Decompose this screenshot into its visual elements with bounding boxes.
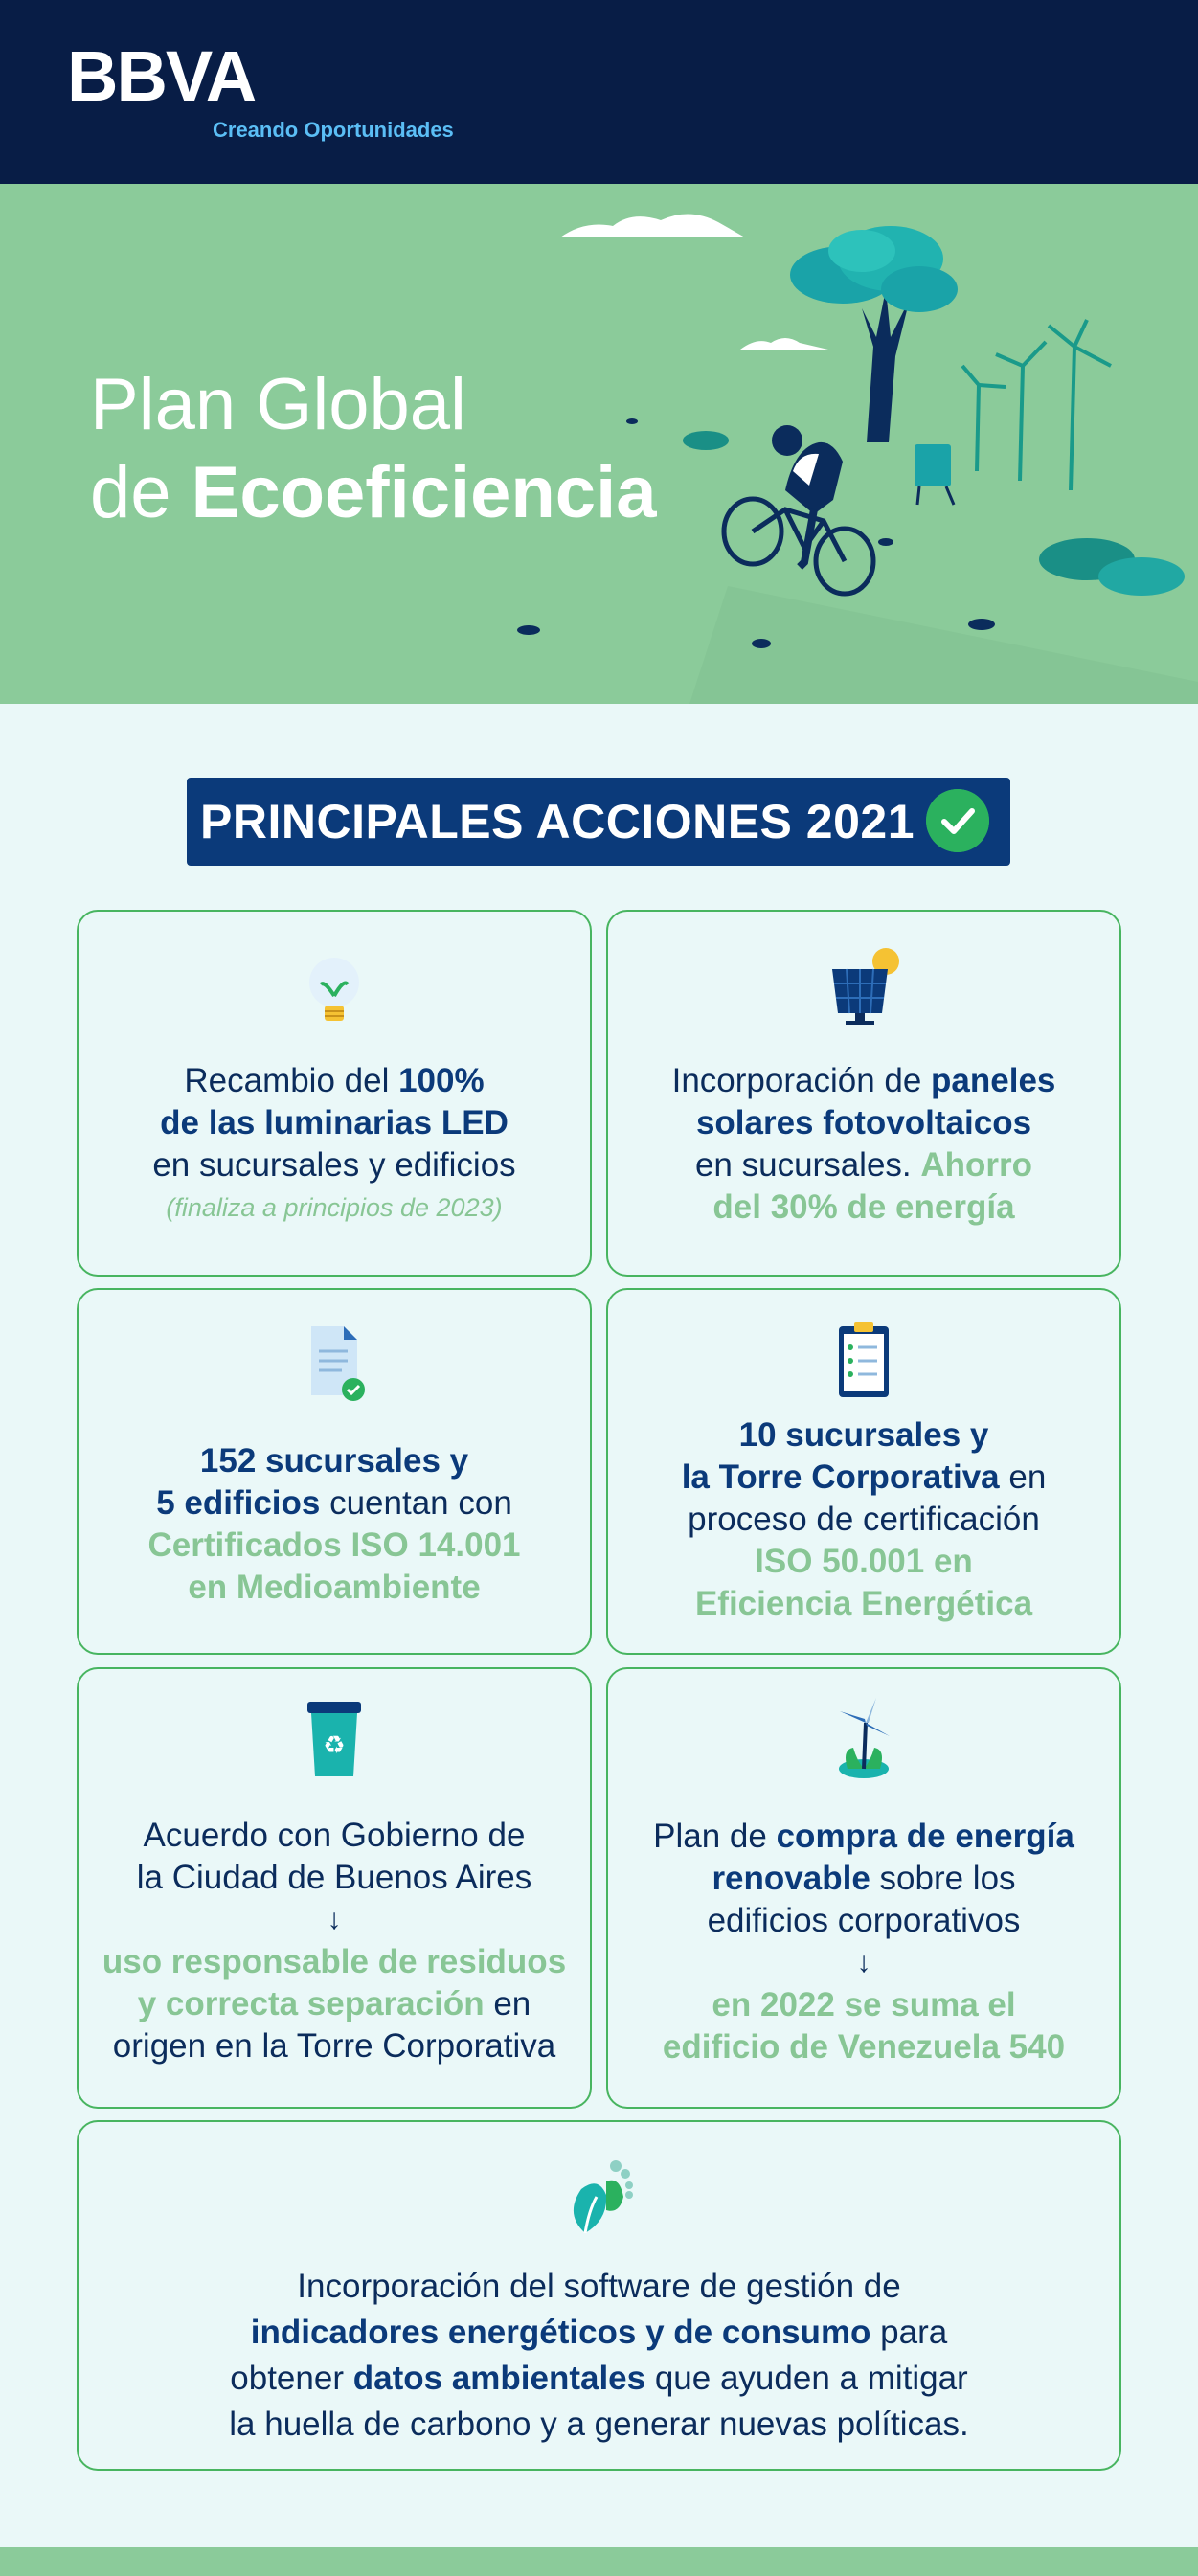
solar-panel-icon <box>821 940 907 1027</box>
c7-t3: obtener <box>230 2360 353 2397</box>
c1-t2: en sucursales y edificios <box>152 1146 516 1184</box>
card-led-text <box>79 1060 590 1229</box>
arrow-down-icon: ↓ <box>327 1904 342 1935</box>
c5-t4: origen en la Torre Corporativa <box>112 2027 556 2065</box>
c7-t5: la huella de carbono y a generar nuevas políticas. <box>229 2406 969 2443</box>
card-iso14001-text <box>79 1440 590 1609</box>
card-led-lighting <box>77 910 592 1277</box>
hero-section <box>0 184 1198 704</box>
header <box>0 0 1198 184</box>
footprint-leaf-icon <box>556 2147 643 2243</box>
c3-t1: cuentan con <box>320 1484 512 1522</box>
hero-title-line2 <box>90 449 656 537</box>
c7-t2: para <box>870 2314 948 2351</box>
hero-title-prefix: de <box>90 452 192 533</box>
hero-title-bold: Ecoeficiencia <box>191 452 657 533</box>
card-iso50001-text <box>608 1414 1119 1625</box>
card-solar-panels <box>606 910 1121 1277</box>
c2-t2: en sucursales. <box>694 1146 921 1184</box>
c6-b2: renovable <box>712 1860 870 1897</box>
c3-g1: Certificados ISO 14.001 <box>147 1526 521 1564</box>
c1-t1: Recambio del <box>184 1062 399 1099</box>
c7-t1: Incorporación del software de gestión de <box>297 2268 901 2305</box>
c2-t1: Incorporación de <box>671 1062 932 1099</box>
wind-turbine-icon <box>821 1694 907 1780</box>
c6-t1: Plan de <box>653 1818 777 1855</box>
certificate-document-icon <box>296 1319 373 1405</box>
c2-g1: Ahorro <box>920 1146 1033 1184</box>
c5-t3: en <box>484 1985 531 2022</box>
card-renewable-text <box>608 1816 1119 2068</box>
c4-b2: la Torre Corporativa <box>681 1458 1000 1496</box>
c7-b2: datos ambientales <box>352 2360 646 2397</box>
arrow-down-icon: ↓ <box>856 1947 871 1978</box>
svg-text:♻: ♻ <box>323 1731 346 1760</box>
c1-b2: de las luminarias LED <box>160 1104 509 1141</box>
c2-g2: del 30% de energía <box>712 1188 1015 1226</box>
card-iso-14001 <box>77 1288 592 1655</box>
c3-b1: 152 sucursales y <box>199 1442 469 1480</box>
card-waste-text <box>79 1815 590 2068</box>
recycle-bin-icon <box>296 1696 373 1782</box>
c6-t2: sobre los <box>870 1860 1016 1897</box>
c6-g2: edificio de Venezuela 540 <box>662 2028 1066 2066</box>
c4-g2: Eficiencia Energética <box>694 1585 1033 1622</box>
c1-note: (finaliza a principios de 2023) <box>166 1193 503 1222</box>
c7-b1: indicadores energéticos y de consumo <box>250 2314 871 2351</box>
banner-title: PRINCIPALES ACCIONES 2021 <box>200 795 915 848</box>
c5-t2: la Ciudad de Buenos Aires <box>136 1859 532 1896</box>
tagline: Creando Oportunidades <box>213 118 454 142</box>
c4-b1: 10 sucursales y <box>738 1416 989 1454</box>
card-waste-agreement <box>77 1667 592 2109</box>
hero-title-line1: Plan Global <box>90 364 466 445</box>
c7-t4: que ayuden a mitigar <box>645 2360 968 2397</box>
c3-b2: 5 edificios <box>156 1484 321 1522</box>
light-bulb-icon <box>296 950 373 1036</box>
c5-g2: y correcta separación <box>137 1985 485 2022</box>
c5-t1: Acuerdo con Gobierno de <box>143 1817 526 1854</box>
card-software-text <box>79 2264 1119 2448</box>
card-renewable-energy <box>606 1667 1121 2109</box>
check-circle-icon <box>926 789 989 852</box>
card-solar-text <box>608 1060 1119 1229</box>
c5-g1: uso responsable de residuos <box>102 1943 567 1980</box>
footer-bar <box>0 2547 1198 2576</box>
c6-b1: compra de energía <box>776 1818 1074 1855</box>
c1-b1: 100% <box>398 1062 485 1099</box>
c4-t2: proceso de certificación <box>688 1501 1040 1538</box>
c3-g2: en Medioambiente <box>188 1569 481 1606</box>
c2-b1: paneles <box>931 1062 1056 1099</box>
c6-t3: edificios corporativos <box>707 1902 1021 1939</box>
c6-g1: en 2022 se suma el <box>712 1986 1016 2023</box>
card-energy-software <box>77 2120 1121 2471</box>
c4-g1: ISO 50.001 en <box>755 1543 973 1580</box>
bbva-logo[interactable]: BBVA <box>67 36 256 116</box>
checklist-clipboard-icon <box>825 1319 902 1405</box>
section-banner <box>187 778 1010 866</box>
card-iso-50001 <box>606 1288 1121 1655</box>
c2-b2: solares fotovoltaicos <box>695 1104 1032 1141</box>
hero-title <box>90 361 656 537</box>
c4-t1: en <box>999 1458 1047 1496</box>
